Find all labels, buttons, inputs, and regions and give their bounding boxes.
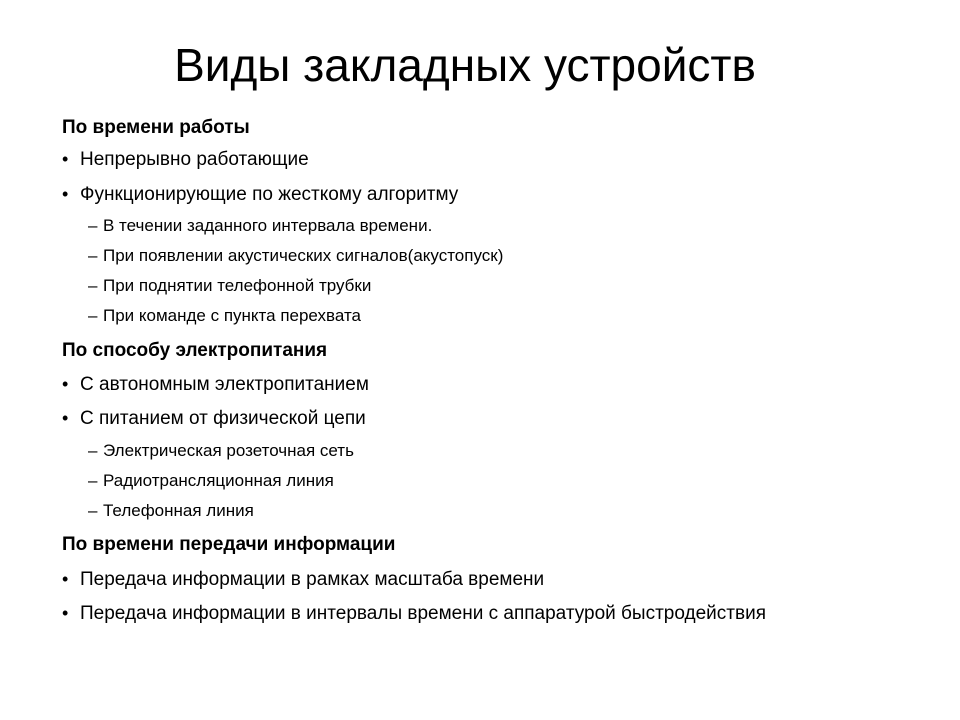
sub-item: [88, 214, 432, 238]
section-heading: По времени работы: [62, 117, 250, 138]
dash-icon: –: [88, 441, 98, 460]
bullet-text: Передача информации в интервалы времени с аппаратурой быстродействия: [80, 603, 766, 624]
bullet-icon: •: [62, 149, 69, 169]
bullet-icon: •: [62, 569, 69, 589]
sub-item-text: При появлении акустических сигналов(акустопуск): [103, 246, 504, 265]
sub-item: [88, 274, 371, 298]
sub-item-text: Телефонная линия: [103, 501, 254, 520]
dash-icon: –: [88, 246, 98, 265]
dash-icon: –: [88, 471, 98, 490]
dash-icon: –: [88, 216, 98, 235]
sub-item-text: Радиотрансляционная линия: [103, 471, 334, 490]
bullet-item: [62, 147, 309, 172]
sub-item-text: При команде с пункта перехвата: [103, 306, 361, 325]
sub-item-text: В течении заданного интервала времени.: [103, 216, 433, 235]
bullet-icon: •: [62, 374, 69, 394]
bullet-text: Функционирующие по жесткому алгоритму: [80, 184, 459, 205]
bullet-text: Непрерывно работающие: [80, 149, 309, 170]
bullet-icon: •: [62, 603, 69, 623]
section-heading: По способу электропитания: [62, 340, 328, 361]
bullet-icon: •: [62, 184, 69, 204]
dash-icon: –: [88, 306, 98, 325]
dash-icon: –: [88, 501, 98, 520]
bullet-text: С питанием от физической цепи: [80, 408, 366, 429]
bullet-item: [62, 601, 766, 626]
bullet-item: [62, 406, 366, 431]
sub-item: [88, 499, 254, 523]
sub-item: [88, 469, 334, 493]
bullet-text: Передача информации в рамках масштаба времени: [80, 569, 545, 590]
sub-item-text: При поднятии телефонной трубки: [103, 276, 372, 295]
sub-item-text: Электрическая розеточная сеть: [103, 441, 354, 460]
bullet-item: [62, 372, 369, 397]
bullet-item: [62, 182, 458, 207]
sub-item: [88, 439, 354, 463]
bullet-text: С автономным электропитанием: [80, 374, 369, 395]
section-heading: По времени передачи информации: [62, 534, 396, 555]
bullet-item: [62, 567, 544, 592]
dash-icon: –: [88, 276, 98, 295]
sub-item: [88, 304, 361, 328]
slide-title: Виды закладных устройств: [174, 39, 756, 91]
bullet-icon: •: [62, 408, 69, 428]
sub-item: [88, 244, 503, 268]
